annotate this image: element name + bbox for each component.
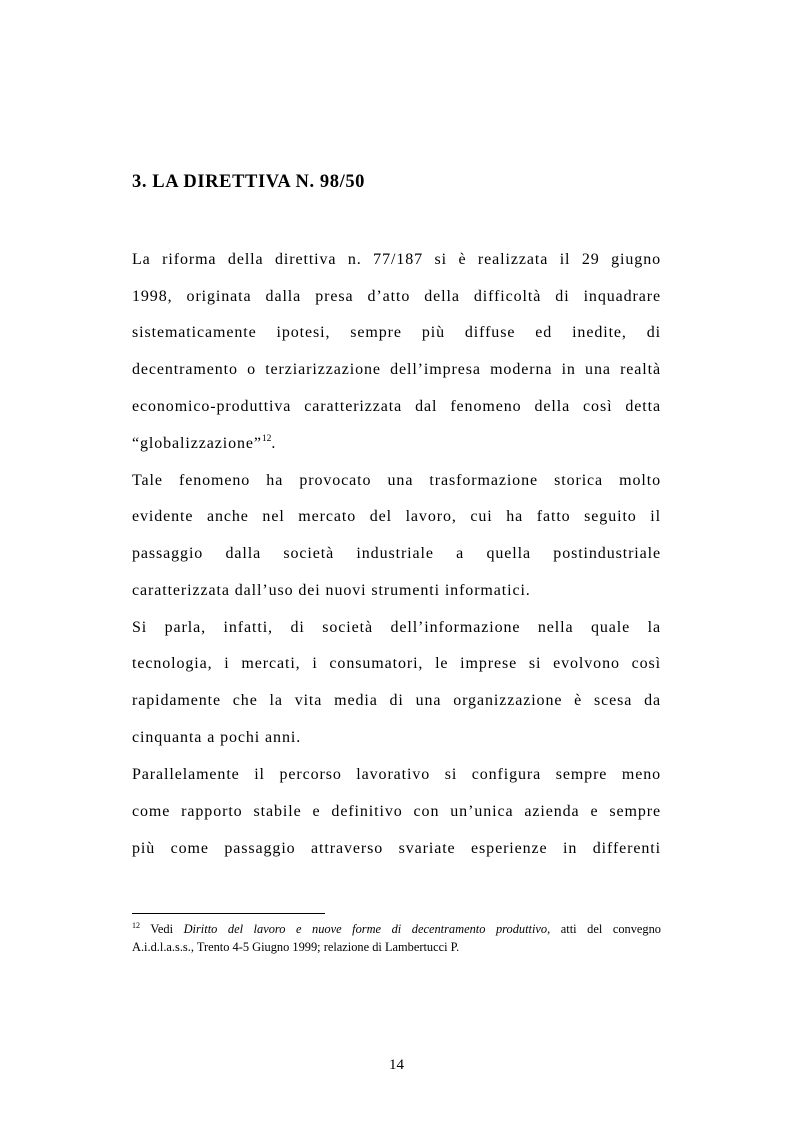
footnote-line — [132, 921, 661, 939]
body-line: caratterizzata dall’uso dei nuovi strumenti informatici. — [132, 582, 531, 599]
body-line: Parallelamente il percorso lavorativo si configura sempre meno — [132, 766, 661, 783]
footnote-prefix: Vedi — [150, 922, 174, 936]
footnote-line: A.i.d.l.a.s.s., Trento 4-5 Giugno 1999; relazione di Lambertucci P. — [132, 940, 460, 954]
footnote-reference[interactable]: 12 — [261, 434, 272, 444]
footnote-separator — [132, 913, 325, 914]
body-line: cinquanta a pochi anni. — [132, 729, 302, 746]
body-line-with-footnote — [132, 434, 661, 456]
body-line: evidente anche nel mercato del lavoro, cui ha fatto seguito il — [132, 508, 661, 525]
section-heading: 3. LA DIRETTIVA N. 98/50 — [132, 172, 366, 192]
body-line: Si parla, infatti, di società dell’informazione nella quale la — [132, 619, 661, 636]
body-line: tecnologia, i mercati, i consumatori, le imprese si evolvono così — [132, 655, 661, 672]
body-line: decentramento o terziarizzazione dell’impresa moderna in una realtà — [132, 361, 661, 378]
body-line: come rapporto stabile e definitivo con un’unica azienda e sempre — [132, 803, 661, 820]
body-line: 1998, originata dalla presa d’atto della difficoltà di inquadrare — [132, 288, 661, 305]
body-line: più come passaggio attraverso svariate esperienze in differenti — [132, 840, 661, 857]
body-line: passaggio dalla società industriale a quella postindustriale — [132, 545, 661, 562]
line-end-period: . — [271, 435, 277, 452]
body-line: rapidamente che la vita media di una organizzazione è scesa da — [132, 692, 661, 709]
footnote-suffix: , atti del convegno — [547, 922, 661, 936]
body-line: sistematicamente ipotesi, sempre più diffuse ed inedite, di — [132, 324, 661, 341]
body-line: Tale fenomeno ha provocato una trasformazione storica molto — [132, 472, 661, 489]
footnote-cited-title: Diritto del lavoro e nuove forme di decentramento produttivo — [183, 922, 548, 936]
footnote-number: 12 — [132, 921, 140, 930]
page-number: 14 — [389, 1057, 404, 1073]
body-line: La riforma della direttiva n. 77/187 si è realizzata il 29 giugno — [132, 251, 661, 268]
body-line: economico-produttiva caratterizzata dal fenomeno della così detta — [132, 398, 661, 415]
body-line-text: “globalizzazione” — [132, 435, 262, 452]
